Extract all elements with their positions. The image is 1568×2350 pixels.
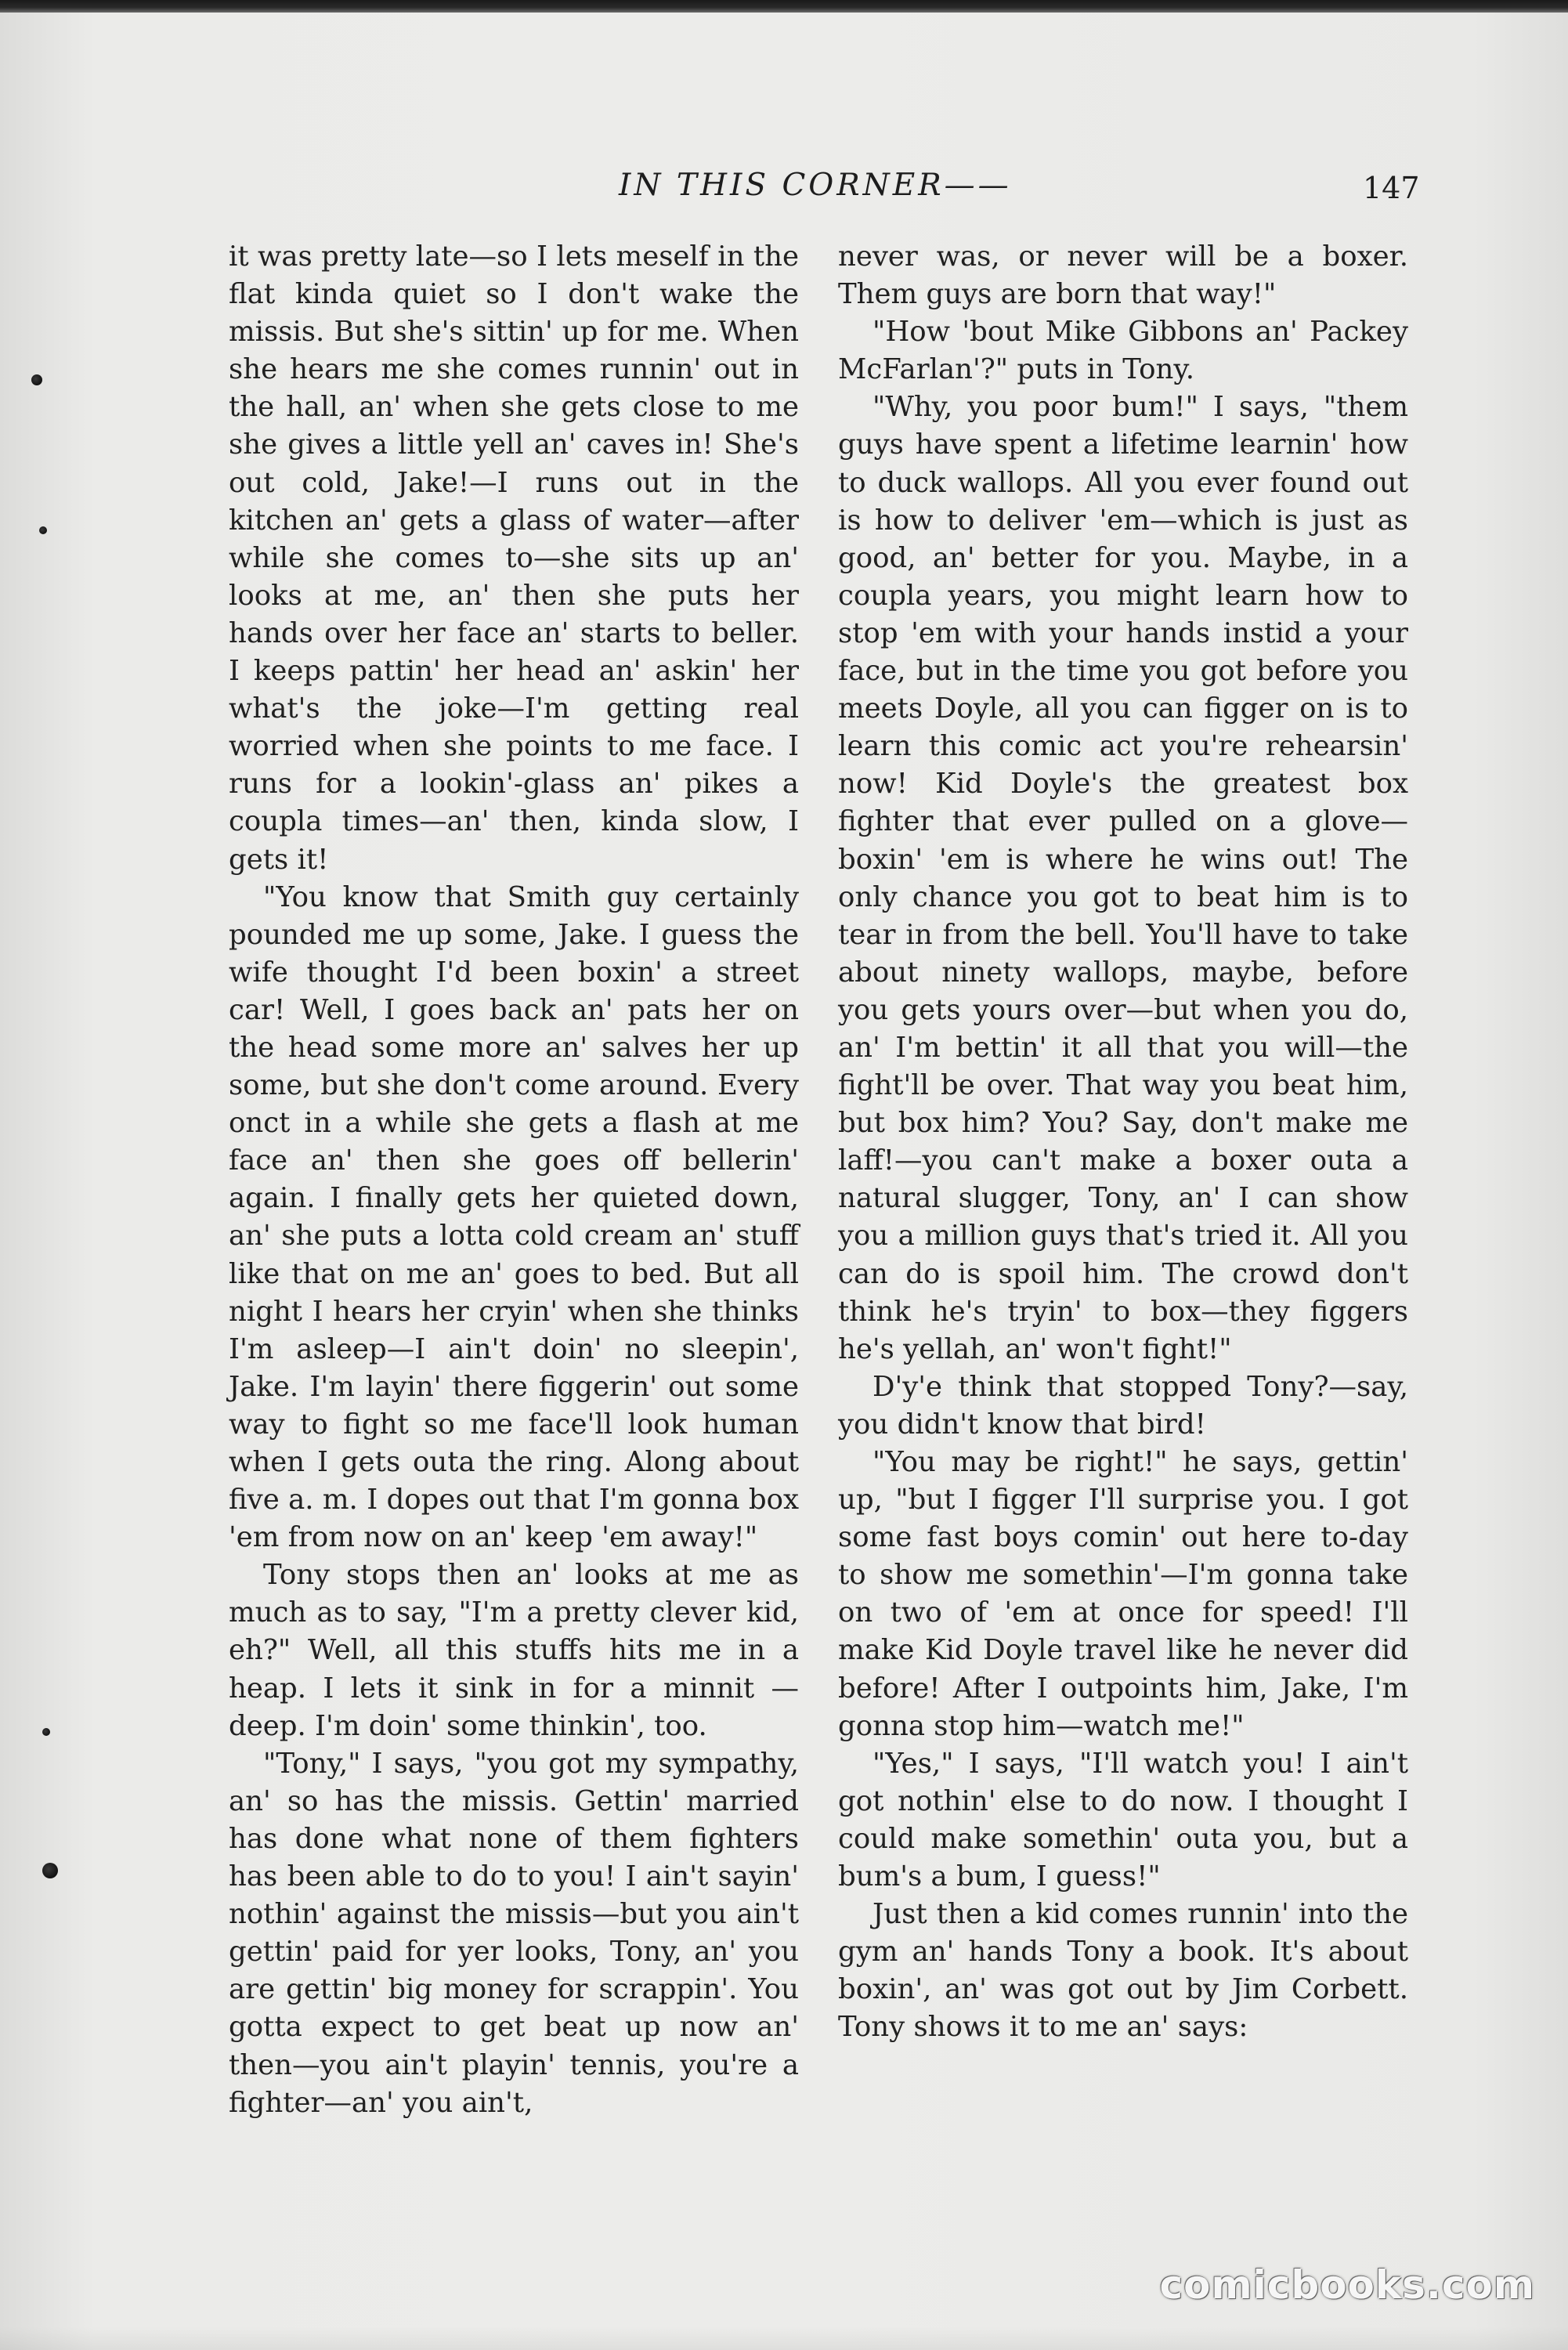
text-column-right <box>838 238 1408 2047</box>
page-number: 147 <box>1363 171 1420 205</box>
binding-hole <box>39 526 47 534</box>
paragraph: Tony stops then an' looks at me as much as to say, "I'm a pretty clever kid, eh?" Well, all this stuffs hits me in a heap. I lets it sink in for a minnit —deep. I'm doin' some thinkin', too. <box>229 1559 799 1742</box>
text-column-left <box>229 238 799 2122</box>
page-top-edge <box>0 0 1568 13</box>
binding-hole <box>42 1728 50 1736</box>
paragraph: "Tony," I says, "you got my sympathy, an' so has the missis. Gettin' married has done what none of them fighters has been able to do to you! I ain't sayin' nothin' against the missis—but you ain't gettin' paid for yer looks, Tony, an' you are gettin' big money for scrappin'. You gotta expect to get beat up now an' then—you ain't playin' tennis, you're a fighter—an' you ain't, <box>229 1747 799 2119</box>
paragraph: never was, or never will be a boxer. Them guys are born that way!" <box>838 240 1408 311</box>
paragraph: "Why, you poor bum!" I says, "them guys have spent a lifetime learnin' how to duck wallops. All you ever found out is how to deliver 'em—which is just as good, an' better for you. Maybe, in a coupla years, you might learn how to stop 'em with your hands instid a your face, but in the time you got before you meets Doyle, all you can figger on is to learn this comic act you're rehearsin' now! Kid Doyle's the greatest box fighter that ever pulled on a glove—boxin' 'em is where he wins out! The only chance you got to beat him is to tear in from the bell. You'll have to take about ninety wallops, maybe, before you gets yours over—but when you do, an' I'm bettin' it all that you will—the fight'll be over. That way you beat him, but box him? You? Say, don't make me laff!—you can't make a boxer outa a natural slugger, Tony, an' I can show you a million guys that's tried it. All you can do is spoil him. The crowd don't think he's tryin' to box—they figgers he's yellah, an' won't fight!" <box>838 391 1408 1365</box>
paragraph: Just then a kid comes runnin' into the gym an' hands Tony a book. It's about boxin', an' was got out by Jim Corbett. Tony shows it to me an' says: <box>838 1898 1408 2044</box>
paragraph: "You may be right!" he says, gettin' up, "but I figger I'll surprise you. I got some fast boys comin' out here to-day to show me somethin'—I'm gonna take on two of 'em at once for speed! I'll make Kid Doyle travel like he never did before! After I outpoints him, Jake, I'm gonna stop him—watch me!" <box>838 1446 1408 1742</box>
paragraph: "Yes," I says, "I'll watch you! I ain't got nothin' else to do now. I thought I could make somethin' outa you, but a bum's a bum, I guess!" <box>838 1747 1408 1893</box>
page-bottom-shadow <box>0 2326 1568 2350</box>
watermark: comicbooks.com <box>1159 2262 1535 2308</box>
page-header <box>0 168 1568 207</box>
paragraph: "How 'bout Mike Gibbons an' Packey McFarlan'?" puts in Tony. <box>838 316 1408 386</box>
paragraph: it was pretty late—so I lets meself in the flat kinda quiet so I don't wake the missis. But she's sittin' up for me. When she hears me she comes runnin' out in the hall, an' when she gets close to me she gives a little yell an' caves in! She's out cold, Jake!—I runs out in the kitchen an' gets a glass of water—after while she comes to—she sits up an' looks at me, an' then she puts her hands over her face an' starts to beller. I keeps pattin' her head an' askin' her what's the joke—I'm getting real worried when she points to me face. I runs for a lookin'-glass an' pikes a coupla times—an' then, kinda slow, I gets it! <box>229 240 799 876</box>
paragraph: D'y'e think that stopped Tony?—say, you didn't know that bird! <box>838 1370 1408 1441</box>
running-title: IN THIS CORNER—— <box>619 168 1012 203</box>
binding-hole <box>31 374 42 385</box>
binding-hole <box>42 1863 58 1878</box>
paragraph: "You know that Smith guy certainly pounded me up some, Jake. I guess the wife thought I'd been boxin' a street car! Well, I goes back an' pats her on the head some more an' salves her up some, but she don't come around. Every onct in a while she gets a flash at me face an' then she goes off bellerin' again. I finally gets her quieted down, an' she puts a lotta cold cream an' stuff like that on me an' goes to bed. But all night I hears her cryin' when she thinks I'm asleep—I ain't doin' no sleepin', Jake. I'm layin' there figgerin' out some way to fight so me face'll look human when I gets outa the ring. Along about five a. m. I dopes out that I'm gonna box 'em from now on an' keep 'em away!" <box>229 880 799 1554</box>
